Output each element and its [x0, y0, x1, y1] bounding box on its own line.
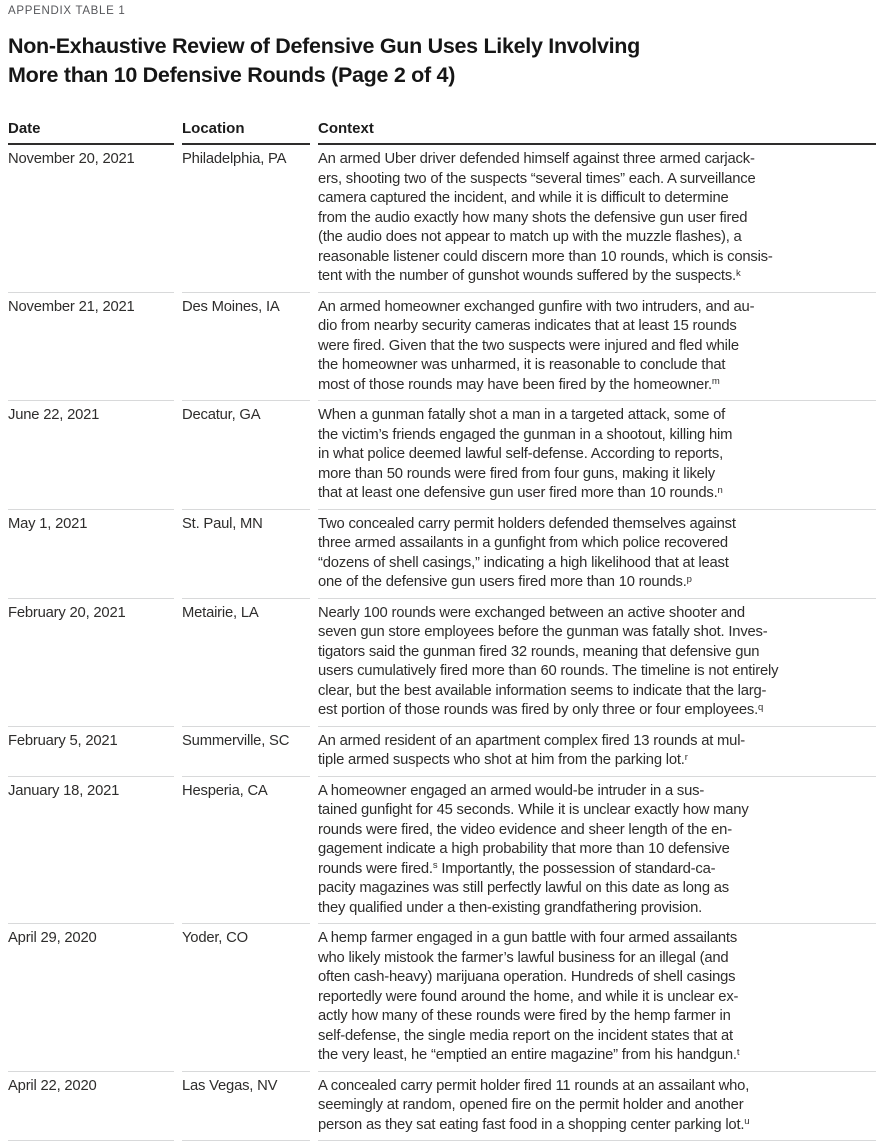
context-line: often cash-heavy) marijuana operation. Hundreds of shell casings: [318, 968, 876, 988]
context-line: seven gun store employees before the gunman was fatally shot. Inves-: [318, 623, 876, 643]
context-line: Two concealed carry permit holders defended themselves against: [318, 515, 876, 535]
footnote-marker: s: [433, 860, 438, 871]
context-line: more than 50 rounds were fired from four guns, making it likely: [318, 465, 876, 485]
table-row: [8, 400, 876, 509]
footnote-marker: q: [758, 702, 763, 713]
date-cell: November 20, 2021: [8, 145, 174, 292]
context-line: gagement indicate a high probability that more than 10 defensive: [318, 840, 876, 860]
context-line: in what police deemed lawful self-defense. According to reports,: [318, 445, 876, 465]
context-line: An armed homeowner exchanged gunfire with two intruders, and au-: [318, 298, 876, 318]
table-row: [8, 923, 876, 1071]
location-cell: Decatur, GA: [182, 400, 310, 509]
context-line: one of the defensive gun users fired more than 10 rounds.$^p$: [318, 573, 876, 593]
context-line: rounds were fired, the video evidence and sheer length of the en-: [318, 821, 876, 841]
table-body: [8, 145, 876, 1141]
context-line: clear, but the best available information seems to indicate that the larg-: [318, 682, 876, 702]
context-cell: [318, 923, 876, 1071]
context-line: When a gunman fatally shot a man in a targeted attack, some of: [318, 406, 876, 426]
location-cell: Summerville, SC: [182, 726, 310, 776]
date-cell: June 22, 2021: [8, 400, 174, 509]
date-cell: May 1, 2021: [8, 509, 174, 598]
context-line: the homeowner was unharmed, it is reasonable to conclude that: [318, 356, 876, 376]
context-line: actly how many of these rounds were fired by the hemp farmer in: [318, 1007, 876, 1027]
context-line: users cumulatively fired more than 60 rounds. The timeline is not entirely: [318, 662, 876, 682]
page-title: [8, 32, 876, 90]
column-header-location: Location: [182, 112, 310, 145]
context-line: they qualified under a then-existing grandfathering provision.: [318, 899, 876, 919]
context-cell: [318, 726, 876, 776]
location-cell: Las Vegas, NV: [182, 1071, 310, 1141]
context-line: A homeowner engaged an armed would-be intruder in a sus-: [318, 782, 876, 802]
context-line: An armed Uber driver defended himself against three armed carjack-: [318, 150, 876, 170]
location-cell: Hesperia, CA: [182, 776, 310, 924]
location-cell: Metairie, LA: [182, 598, 310, 726]
context-line: who likely mistook the farmer’s lawful business for an illegal (and: [318, 949, 876, 969]
context-line: (the audio does not appear to match up with the muzzle flashes), a: [318, 228, 876, 248]
table-row: [8, 776, 876, 924]
context-line: tained gunfight for 45 seconds. While it is unclear exactly how many: [318, 801, 876, 821]
context-line: seemingly at random, opened fire on the permit holder and another: [318, 1096, 876, 1116]
appendix-label: APPENDIX TABLE 1: [8, 3, 876, 17]
date-cell: February 20, 2021: [8, 598, 174, 726]
context-line: that at least one defensive gun user fired more than 10 rounds.$^n$: [318, 484, 876, 504]
table-row: [8, 1071, 876, 1141]
context-line: tent with the number of gunshot wounds suffered by the suspects.$^k$: [318, 267, 876, 287]
context-line: Nearly 100 rounds were exchanged between an active shooter and: [318, 604, 876, 624]
column-header-context: Context: [318, 112, 876, 145]
context-line: reportedly were found around the home, and while it is unclear ex-: [318, 988, 876, 1008]
location-cell: Des Moines, IA: [182, 292, 310, 401]
defensive-gun-uses-table: [8, 112, 876, 1141]
context-cell: [318, 1071, 876, 1141]
footnote-marker: n: [718, 485, 723, 496]
context-line: tiple armed suspects who shot at him from the parking lot.$^r$: [318, 751, 876, 771]
footnote-marker: m: [712, 376, 720, 387]
context-line: were fired. Given that the two suspects were injured and fled while: [318, 337, 876, 357]
context-line: the victim’s friends engaged the gunman in a shootout, killing him: [318, 426, 876, 446]
context-cell: [318, 598, 876, 726]
context-cell: [318, 145, 876, 292]
context-line: self-defense, the single media report on the incident states that at: [318, 1027, 876, 1047]
page-title-line-1: Non-Exhaustive Review of Defensive Gun Uses Likely Involving: [8, 32, 876, 61]
date-cell: January 18, 2021: [8, 776, 174, 924]
location-cell: Philadelphia, PA: [182, 145, 310, 292]
context-line: rounds were fired.$^s$ Importantly, the possession of standard-ca-: [318, 860, 876, 880]
location-cell: Yoder, CO: [182, 923, 310, 1071]
table-row: [8, 598, 876, 726]
context-line: most of those rounds may have been fired by the homeowner.$^m$: [318, 376, 876, 396]
table-row: [8, 292, 876, 401]
context-cell: [318, 776, 876, 924]
context-line: reasonable listener could discern more than 10 rounds, which is consis-: [318, 248, 876, 268]
table-row: [8, 726, 876, 776]
context-line: est portion of those rounds was fired by only three or four employees.$^q$: [318, 701, 876, 721]
context-line: “dozens of shell casings,” indicating a high likelihood that at least: [318, 554, 876, 574]
date-cell: April 22, 2020: [8, 1071, 174, 1141]
footnote-marker: p: [687, 574, 692, 585]
date-cell: February 5, 2021: [8, 726, 174, 776]
table-row: [8, 509, 876, 598]
context-cell: [318, 509, 876, 598]
context-line: from the audio exactly how many shots the defensive gun user fired: [318, 209, 876, 229]
table-header-row: [8, 112, 876, 145]
context-line: person as they sat eating fast food in a shopping center parking lot.$^u$: [318, 1116, 876, 1136]
context-line: dio from nearby security cameras indicates that at least 15 rounds: [318, 317, 876, 337]
footnote-marker: u: [744, 1116, 749, 1127]
context-line: camera captured the incident, and while it is difficult to determine: [318, 189, 876, 209]
table-row: [8, 145, 876, 292]
context-line: tigators said the gunman fired 32 rounds, meaning that defensive gun: [318, 643, 876, 663]
context-cell: [318, 292, 876, 401]
context-line: A hemp farmer engaged in a gun battle with four armed assailants: [318, 929, 876, 949]
date-cell: November 21, 2021: [8, 292, 174, 401]
page-title-line-2: More than 10 Defensive Rounds (Page 2 of 4): [8, 61, 876, 90]
context-line: ers, shooting two of the suspects “several times” each. A surveillance: [318, 170, 876, 190]
date-cell: April 29, 2020: [8, 923, 174, 1071]
footnote-marker: r: [685, 752, 688, 763]
footnote-marker: k: [736, 268, 741, 279]
context-line: the very least, he “emptied an entire magazine” from his handgun.$^t$: [318, 1046, 876, 1066]
context-line: A concealed carry permit holder fired 11 rounds at an assailant who,: [318, 1077, 876, 1097]
location-cell: St. Paul, MN: [182, 509, 310, 598]
context-line: pacity magazines was still perfectly lawful on this date as long as: [318, 879, 876, 899]
footnote-marker: t: [737, 1047, 739, 1058]
context-line: An armed resident of an apartment complex fired 13 rounds at mul-: [318, 732, 876, 752]
context-cell: [318, 400, 876, 509]
context-line: three armed assailants in a gunfight from which police recovered: [318, 534, 876, 554]
column-header-date: Date: [8, 112, 174, 145]
